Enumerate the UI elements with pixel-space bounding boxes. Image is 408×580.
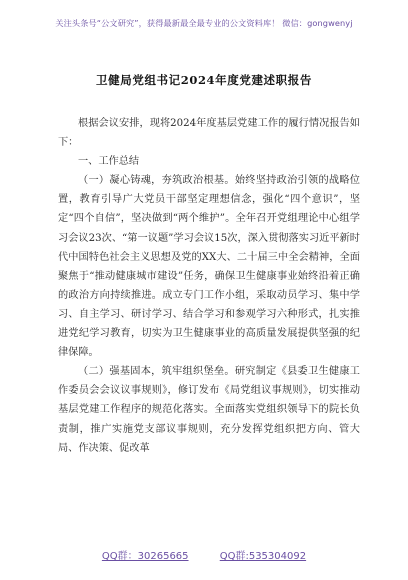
- section-heading: 一、工作总结: [78, 156, 140, 168]
- document-title: 卫健局党组书记2024年度党建述职报告: [96, 73, 312, 87]
- header-promo: 关注头条号“公文研究”，获得最新最全最专业的公文资料库！ 微信：gongwenyj: [55, 18, 353, 28]
- document-body: [58, 114, 360, 458]
- paragraph-1: （一）凝心铸魂，夯筑政治根基。始终坚持政治引领的战略位置，教育引导广大党员干部坚定理想信念，强化“四个意识”，坚定“四个自信”，坚决做到“两个维护”。全年召开党组理论中心组学习会议23次、“第一议题”学习会议15次，深入贯彻落实习近平新时代中国特色社会主义思想及党的XX大、二十届三中全会精神，全面聚焦于“推动健康城市建设”任务，确保卫生健康事业始终沿着正确的政治方向持续推进。成立专门工作小组，采取动员学习、集中学习、自主学习、研讨学习、结合学习和参观学习六种形式，扎实推进党纪学习教育，切实为卫生健康事业的高质量发展提供坚强的纪律保障。: [58, 175, 360, 359]
- qq-group-2[interactable]: QQ群:535304092: [219, 551, 307, 562]
- paragraph-2: （二）强基固本，筑牢组织堡垒。研究制定《县委卫生健康工作委员会会议议事规则》，修订发布《局党组议事规则》，切实推动基层党建工作程序的规范化落实。全面落实党组织领导下的院长负责制，推广实施党支部议事规则，充分发挥党组织把方向、管大局、作决策、促改革: [58, 366, 360, 454]
- intro-paragraph: 根据会议安排，现将2024年度基层党建工作的履行情况报告如下：: [58, 118, 360, 149]
- qq-group-1[interactable]: QQ群：30265665: [101, 551, 189, 562]
- footer-qq: [0, 547, 408, 562]
